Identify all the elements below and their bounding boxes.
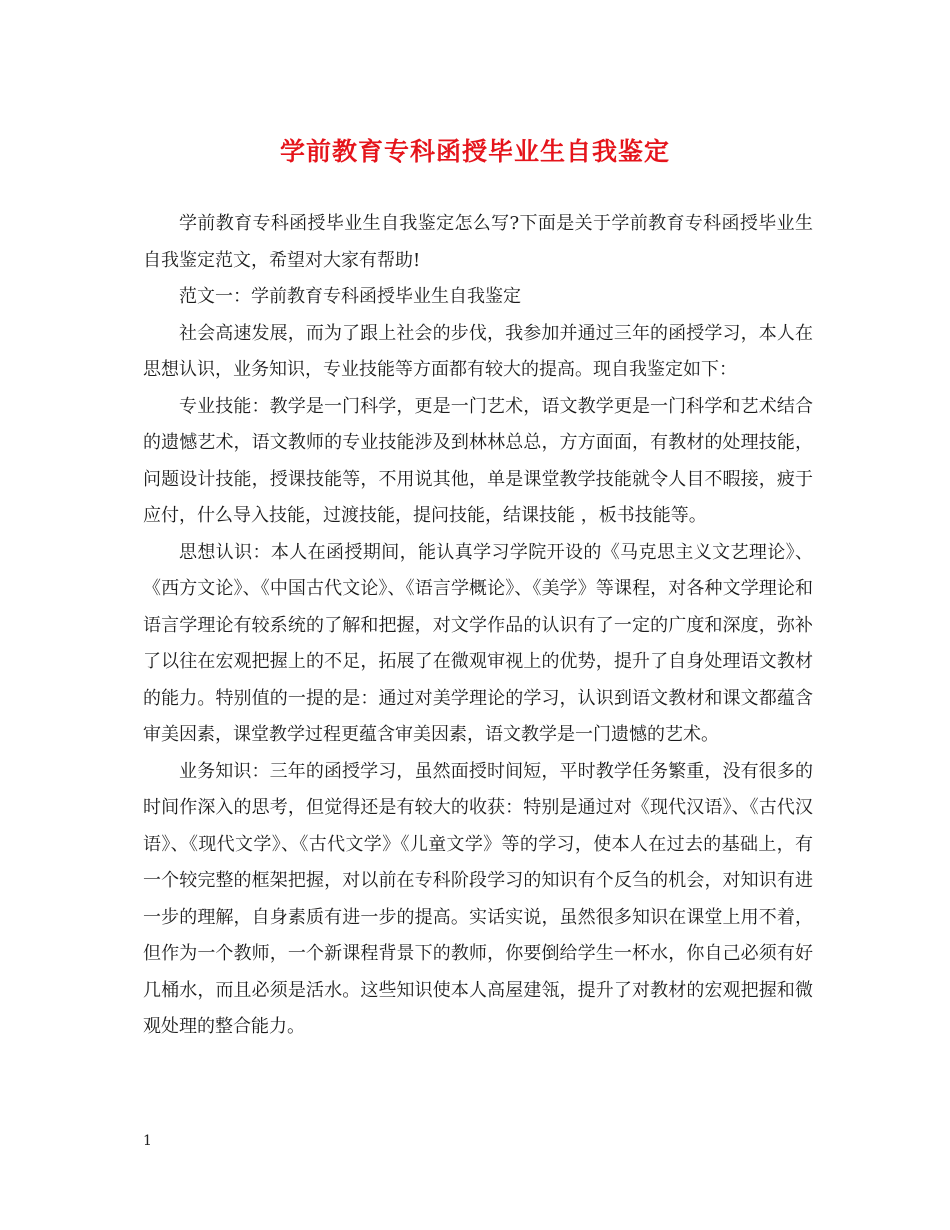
- opening-paragraph: 社会高速发展，而为了跟上社会的步伐，我参加并通过三年的函授学习，本人在思想认识，业务知识，专业技能等方面都有较大的提高。现自我鉴定如下：: [143, 322, 813, 380]
- document-title: 学前教育专科函授毕业生自我鉴定: [279, 137, 670, 166]
- sample-heading: 范文一：学前教育专科函授毕业生自我鉴定: [179, 286, 521, 307]
- document-body: [143, 206, 813, 1046]
- page-number: 1: [143, 1133, 152, 1149]
- ideological-understanding-paragraph: 思想认识：本人在函授期间，能认真学习学院开设的《马克思主义文艺理论》、《西方文论》、《中国古代文论》、《语言学概论》、《美学》等课程，对各种文学理论和语言学理论有较系统的了解和把握，对文学作品的认识有了一定的广度和深度，弥补了以往在宏观把握上的不足，拓展了在微观审视上的优势，提升了自身处理语文教材的能力。特别值的一提的是：通过对美学理论的学习，认识到语文教材和课文都蕴含审美因素，课堂教学过程更蕴含审美因素，语文教学是一门遗憾的艺术。: [143, 541, 813, 745]
- professional-skills-paragraph: 专业技能：教学是一门科学，更是一门艺术，语文教学更是一门科学和艺术结合的遗憾艺术，语文教师的专业技能涉及到林林总总，方方面面，有教材的处理技能，问题设计技能，授课技能等，不用说其他，单是课堂教学技能就令人目不暇接，疲于应付，什么导入技能，过渡技能，提问技能，结课技能 ，板书技能等。: [143, 395, 813, 526]
- business-knowledge-paragraph: 业务知识：三年的函授学习，虽然面授时间短，平时教学任务繁重，没有很多的时间作深入的思考，但觉得还是有较大的收获：特别是通过对《现代汉语》、《古代汉语》、《现代文学》、《古代文学》《儿童文学》等的学习，使本人在过去的基础上，有一个较完整的框架把握，对以前在专科阶段学习的知识有个反刍的机会，对知识有进一步的理解，自身素质有进一步的提高。实话实说，虽然很多知识在课堂上用不着，但作为一个教师，一个新课程背景下的教师，你要倒给学生一杯水，你自己必须有好几桶水，而且必须是活水。这些知识使本人高屋建瓴，提升了对教材的宏观把握和微观处理的整合能力。: [143, 760, 813, 1037]
- intro-paragraph: 学前教育专科函授毕业生自我鉴定怎么写?下面是关于学前教育专科函授毕业生自我鉴定范文，希望对大家有帮助!: [143, 213, 813, 271]
